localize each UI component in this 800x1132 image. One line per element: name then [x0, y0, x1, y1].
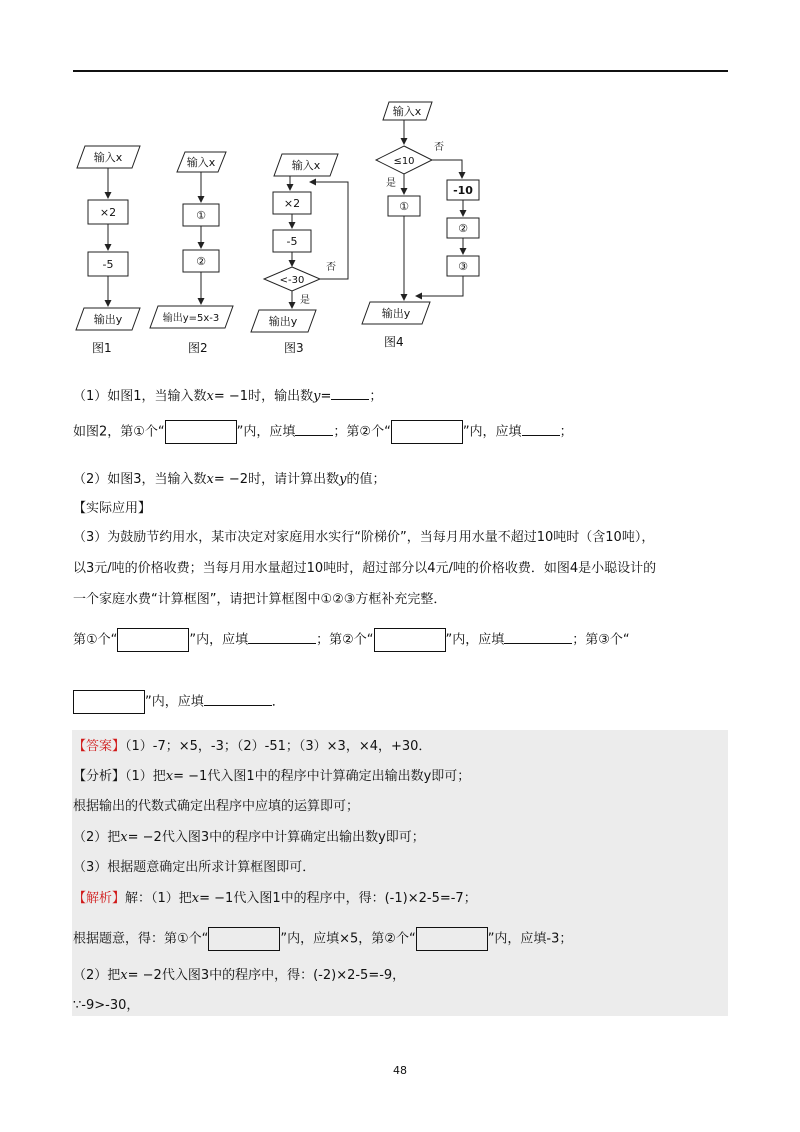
analysis-line-3 [73, 828, 425, 848]
answer-line [73, 737, 431, 757]
q1-l2-e: ； [559, 424, 573, 440]
q1-line-2 [73, 420, 573, 444]
figure-2 [150, 152, 233, 355]
analysis-l3-x: x [120, 830, 128, 845]
page-number: 48 [393, 1064, 407, 1077]
analysis-line-1 [73, 767, 470, 787]
q1-l1-end: ； [369, 389, 383, 404]
f4-box-3-label: ② [458, 222, 468, 235]
q3-l5-b: ． [271, 694, 285, 710]
f3-box-1-label: ×2 [283, 197, 301, 210]
blank-box [416, 927, 488, 951]
q2-c: 的值； [346, 472, 386, 487]
answer-blank[interactable] [331, 385, 369, 400]
f3-box-2-label: -5 [286, 235, 298, 248]
q3-l4-d: ”内，应填 [445, 632, 505, 648]
answer-blank[interactable] [248, 629, 316, 644]
analysis-l1-b: 代入图1中的程序中计算确定出输出数y即可； [207, 769, 471, 784]
solution-tag: 【解析】 [73, 891, 126, 906]
q1-l2-a: 如图2，第①个“ [73, 424, 165, 440]
answer-tag: 【答案】 [73, 739, 126, 754]
q3-l4-a: 第①个“ [73, 632, 118, 648]
q3-l5-a: ”内，应填 [145, 694, 204, 710]
solution-l3-b: 代入图3中的程序中，得：(-2)×2-5=-9， [161, 968, 406, 983]
figure-1 [76, 146, 140, 355]
f3-input-label: 输入x [291, 159, 321, 172]
blank-box [374, 628, 446, 652]
solution-line-3 [73, 966, 405, 986]
f3-output-label: 输出y [268, 315, 298, 328]
solution-l3-x: x [120, 968, 128, 983]
f1-box-2-label: -5 [102, 258, 114, 271]
q3-line-3: 一个家庭水费“计算框图”，请把计算框图中①②③方框补充完整． [73, 592, 447, 607]
f1-input-label: 输入x [93, 151, 123, 164]
q2-y: y [339, 472, 347, 487]
q2-v: = −2 [213, 472, 249, 487]
f2-input-label: 输入x [186, 156, 216, 169]
q3-line-1: （3）为鼓励节约用水，某市决定对家庭用水实行“阶梯价”，当每月用水量不超过10吨时（含10吨）， [73, 530, 655, 545]
blank-box [208, 927, 280, 951]
q1-l1-v: = −1 [213, 389, 249, 404]
blank-box [73, 690, 145, 714]
f2-box-2-label: ② [196, 255, 206, 268]
analysis-line-2: 根据输出的代数式确定出程序中应填的运算即可； [73, 799, 360, 814]
f4-box-4-label: ③ [458, 260, 468, 273]
solution-l3-v: = −2 [127, 968, 162, 983]
figure-4 [362, 102, 479, 349]
flowchart-figures [70, 90, 510, 365]
f4-no-label: 否 [434, 142, 444, 153]
q3-l4-b: ”内，应填 [189, 632, 249, 648]
q1-l1-b: 时，输出数 [248, 389, 314, 404]
solution-l1-v: = −1 [199, 891, 234, 906]
f4-output-label: 输出y [381, 307, 411, 320]
blank-box [391, 420, 463, 444]
section-heading: 【实际应用】 [73, 501, 152, 516]
solution-l1-b: 代入图1中的程序中，得：(-1)×2-5=-7； [233, 891, 477, 906]
q3-line-4 [73, 628, 630, 652]
q1-l1-a: （1）如图1，当输入数 [73, 389, 207, 404]
q3-line-5 [73, 690, 285, 714]
analysis-l1-x: x [165, 769, 174, 784]
analysis-line-4: （3）根据题意确定出所求计算框图即可． [73, 860, 316, 875]
answer-text: （1）-7；×5，-3；（2）-51；（3）×3，×4，+30． [125, 739, 432, 754]
analysis-l3-a: （2）把 [73, 830, 121, 845]
solution-line-2 [73, 927, 572, 951]
header-rule [73, 70, 728, 72]
f3-no-label: 否 [326, 262, 336, 273]
q1-l1-y: y [313, 389, 321, 404]
answer-blank[interactable] [295, 421, 333, 436]
blank-box [117, 628, 189, 652]
f3-caption: 图3 [284, 341, 304, 355]
f2-output-label: 输出y=5x-3 [162, 313, 220, 324]
f4-box-1-label: ① [399, 200, 409, 213]
f2-box-1-label: ① [196, 209, 206, 222]
f4-caption: 图4 [384, 335, 404, 349]
q2-x: x [206, 472, 214, 487]
solution-l1-a: 解：（1）把 [125, 891, 192, 906]
f1-output-label: 输出y [93, 313, 123, 326]
answer-blank[interactable] [504, 629, 572, 644]
f1-caption: 图1 [92, 341, 112, 355]
answer-blank[interactable] [204, 691, 272, 706]
analysis-l3-v: = −2 [127, 830, 162, 845]
solution-l1-x: x [191, 891, 200, 906]
q1-l1-x: x [206, 389, 214, 404]
f4-box-2-label: -10 [453, 184, 473, 197]
f2-caption: 图2 [188, 341, 208, 355]
solution-l3-a: （2）把 [73, 968, 121, 983]
q1-line-1 [73, 385, 382, 407]
q2-b: 时，请计算出数 [248, 472, 340, 487]
f4-input-label: 输入x [392, 105, 422, 118]
f3-decision-label: <-30 [279, 275, 305, 286]
f3-yes-label: 是 [300, 295, 310, 306]
analysis-l1-a: （1）把 [125, 769, 166, 784]
q3-l4-e: ；第③个“ [572, 632, 630, 648]
solution-line-1 [73, 889, 477, 909]
figure-3 [251, 154, 348, 355]
answer-blank[interactable] [522, 421, 560, 436]
blank-box [165, 420, 237, 444]
analysis-l3-b: 代入图3中的程序中计算确定出输出数y即可； [161, 830, 425, 845]
solution-l2-b: ”内，应填×5，第②个“ [280, 931, 416, 947]
q3-l4-c: ；第②个“ [316, 632, 374, 648]
f4-decision-label: ≤10 [393, 156, 415, 167]
q1-l2-d: ”内，应填 [462, 424, 522, 440]
q2-a: （2）如图3，当输入数 [73, 472, 207, 487]
q1-l2-c: ；第②个“ [333, 424, 391, 440]
q3-line-2: 以3元/吨的价格收费；当每月用水量超过10吨时，超过部分以4元/吨的价格收费．如图4是小聪设计的 [73, 561, 657, 576]
q1-l2-b: ”内，应填 [236, 424, 296, 440]
solution-l2-a: 根据题意，得：第①个“ [73, 931, 209, 947]
solution-line-4: ∵-9>-30， [73, 998, 140, 1013]
f4-yes-label: 是 [386, 178, 396, 189]
analysis-l1-v: = −1 [173, 769, 208, 784]
q1-l1-c: = [320, 389, 332, 404]
f1-box-1-label: ×2 [99, 206, 117, 219]
solution-l2-c: ”内，应填-3； [487, 931, 573, 947]
analysis-tag: 【分析】 [73, 769, 126, 784]
q2-line [73, 470, 385, 490]
